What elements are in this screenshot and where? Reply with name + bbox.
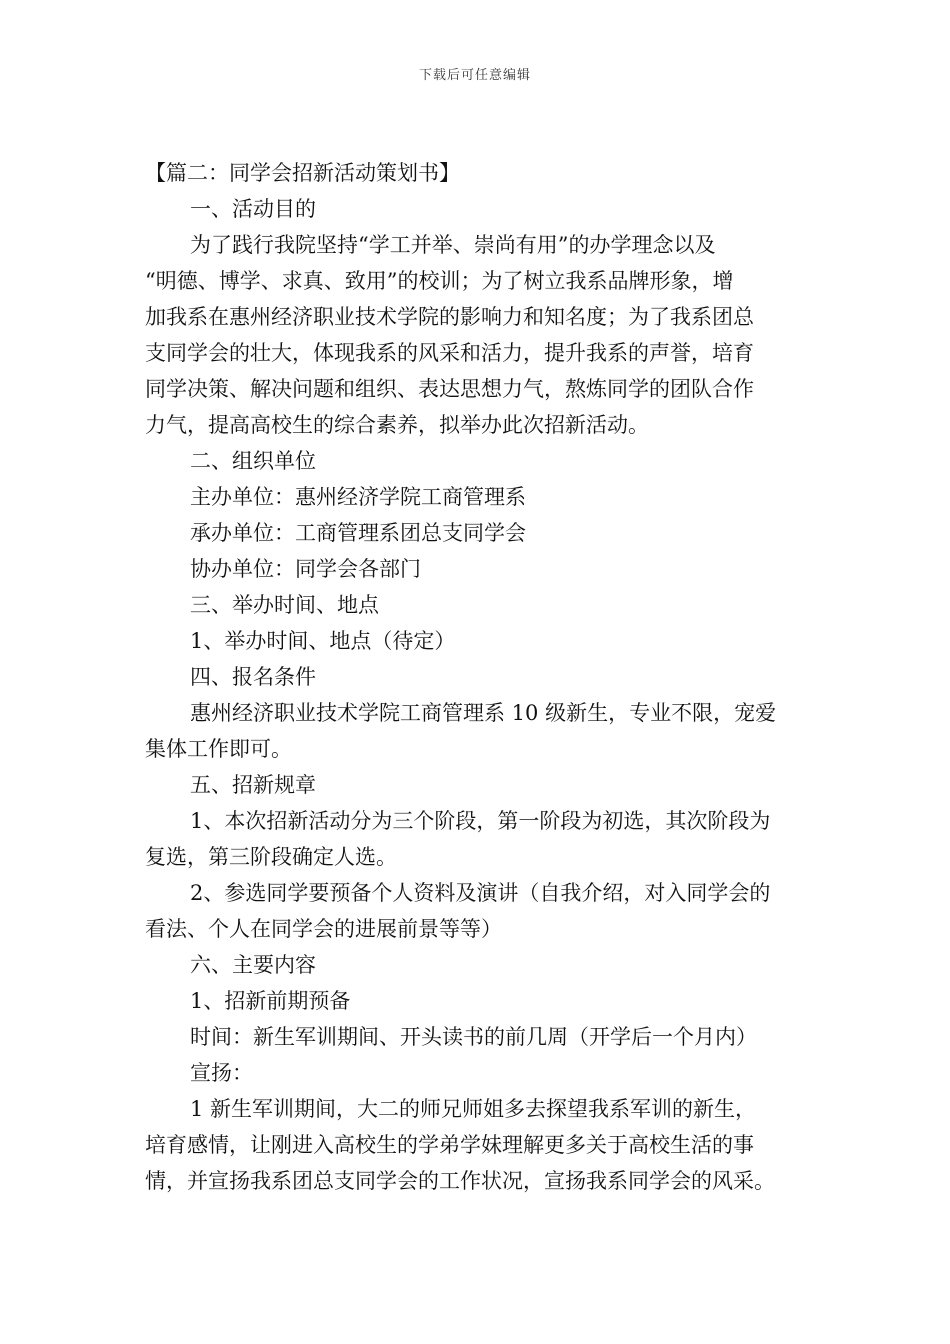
paragraph-line: 情，并宣扬我系团总支同学会的工作状况，宣扬我系同学会的风采。	[145, 1169, 775, 1193]
section-heading-eligibility: 四、报名条件	[190, 665, 316, 689]
paragraph-line: 看法、个人在同学会的进展前景等等）	[145, 917, 502, 941]
document-body	[145, 155, 807, 1199]
paragraph-line: 1、本次招新活动分为三个阶段，第一阶段为初选，其次阶段为	[190, 809, 771, 833]
host-unit: 主办单位：惠州经济学院工商管理系	[190, 485, 526, 509]
co-organizer-unit: 协办单位：同学会各部门	[190, 557, 421, 581]
paragraph-line: 1 新生军训期间，大二的师兄师姐多去探望我系军训的新生，	[190, 1097, 757, 1121]
paragraph-line: 支同学会的壮大，体现我系的风采和活力，提升我系的声誉，培育	[145, 341, 754, 365]
promo-label: 宣扬：	[190, 1061, 253, 1085]
document-title: 【篇二：同学会招新活动策划书】	[145, 161, 460, 185]
page-header: 下载后可任意编辑	[418, 68, 531, 83]
paragraph-line: 培育感情，让刚进入高校生的学弟学妹理解更多关于高校生活的事	[145, 1133, 754, 1157]
paragraph-line: 集体工作即可。	[145, 737, 292, 761]
section-heading-time-place: 三、举办时间、地点	[190, 593, 379, 617]
paragraph-line: 复选，第三阶段确定人选。	[145, 845, 397, 869]
time-line: 时间：新生军训期间、开头读书的前几周（开学后一个月内）	[190, 1025, 757, 1049]
paragraph-line: 同学决策、解决问题和组织、表达思想力气，熬炼同学的团队合作	[145, 377, 754, 401]
section-heading-purpose: 一、活动目的	[190, 197, 316, 221]
time-place-item: 1、举办时间、地点（待定）	[190, 629, 456, 653]
paragraph-line: “明德、博学、求真、致用”的校训；为了树立我系品牌形象，增	[145, 269, 734, 293]
paragraph-line: 加我系在惠州经济职业技术学院的影响力和知名度；为了我系团总	[145, 305, 754, 329]
organizer-unit: 承办单位：工商管理系团总支同学会	[190, 521, 526, 545]
section-heading-organizers: 二、组织单位	[190, 449, 316, 473]
section-heading-rules: 五、招新规章	[190, 773, 316, 797]
content-item: 1、招新前期预备	[190, 989, 351, 1013]
section-heading-content: 六、主要内容	[190, 953, 316, 977]
paragraph-line: 惠州经济职业技术学院工商管理系 10 级新生，专业不限，宠爱	[190, 701, 777, 725]
paragraph-line: 为了践行我院坚持“学工并举、崇尚有用”的办学理念以及	[190, 233, 716, 257]
paragraph-line: 力气，提高高校生的综合素养，拟举办此次招新活动。	[145, 413, 649, 437]
paragraph-line: 2、参选同学要预备个人资料及演讲（自我介绍，对入同学会的	[190, 881, 771, 905]
